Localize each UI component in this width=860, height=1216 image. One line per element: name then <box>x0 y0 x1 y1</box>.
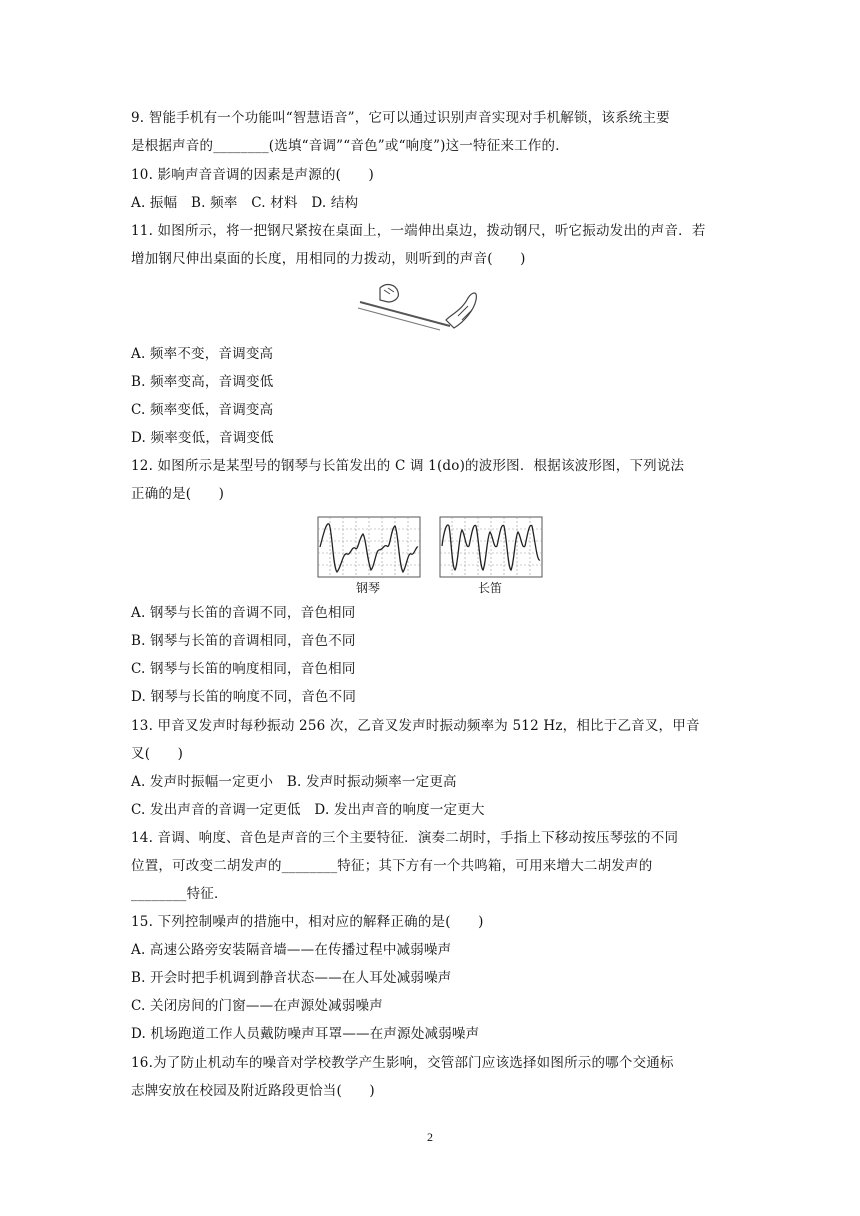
q13-options-cd: C. 发出声音的音调一定更低 D. 发出声音的响度一定更大 <box>131 802 485 818</box>
q15-option-d: D. 机场跑道工作人员戴防噪声耳罩——在声源处减弱噪声 <box>131 1026 480 1042</box>
q10-options: A. 振幅 B. 频率 C. 材料 D. 结构 <box>131 195 359 211</box>
q14-line-3: ________特征． <box>131 886 228 902</box>
ruler-on-desk-figure <box>350 280 490 336</box>
q12-option-b: B. 钢琴与长笛的音调相同，音色不同 <box>131 633 356 649</box>
q12-line-2: 正确的是( ) <box>131 486 225 502</box>
q12-option-a: A. 钢琴与长笛的音调不同，音色相同 <box>131 605 356 621</box>
piano-waveform <box>317 516 421 578</box>
q13-line-2: 叉( ) <box>131 746 184 762</box>
q13-line-1: 13. 甲音叉发声时每秒振动 256 次，乙音叉发声时振动频率为 512 Hz，相比于乙音叉，甲音 <box>131 718 700 734</box>
q16-line-1: 16.为了防止机动车的噪音对学校教学产生影响，交管部门应该选择如图所示的哪个交通标 <box>131 1055 674 1071</box>
q12-option-c: C. 钢琴与长笛的响度相同，音色相同 <box>131 661 356 677</box>
q13-options-ab: A. 发声时振幅一定更小 B. 发声时振动频率一定更高 <box>131 774 457 790</box>
q16-line-2: 志牌安放在校园及附近路段更恰当( ) <box>131 1083 375 1099</box>
flute-waveform-label: 长笛 <box>478 581 503 595</box>
q15-option-c: C. 关闭房间的门窗——在声源处减弱噪声 <box>131 998 383 1014</box>
q11-option-a: A. 频率不变，音调变高 <box>131 346 274 362</box>
q11-line-1: 11. 如图所示，将一把钢尺紧按在桌面上，一端伸出桌边，拨动钢尺，听它振动发出的声音．若 <box>131 223 706 239</box>
q14-line-2: 位置，可改变二胡发声的________特征；其下方有一个共鸣箱，可用来增大二胡发声的 <box>131 858 653 874</box>
q9-line-1: 9. 智能手机有一个功能叫“智慧语音”，它可以通过识别声音实现对手机解锁，该系统主要 <box>131 110 670 126</box>
q10-stem: 10. 影响声音音调的因素是声源的( ) <box>131 167 374 183</box>
q11-option-d: D. 频率变低，音调变低 <box>131 430 274 446</box>
q15-option-b: B. 开会时把手机调到静音状态——在人耳处减弱噪声 <box>131 970 452 986</box>
q11-line-2: 增加钢尺伸出桌面的长度，用相同的力拨动，则听到的声音( ) <box>131 251 526 267</box>
piano-waveform-label: 钢琴 <box>356 581 381 595</box>
q12-option-d: D. 钢琴与长笛的响度不同，音色不同 <box>131 689 357 705</box>
q9-line-2: 是根据声音的________(选填“音调”“音色”或“响度”)这一特征来工作的． <box>131 138 569 154</box>
page-number: 2 <box>427 1130 433 1144</box>
q15-stem: 15. 下列控制噪声的措施中，相对应的解释正确的是( ) <box>131 914 484 930</box>
q11-option-b: B. 频率变高，音调变低 <box>131 374 274 390</box>
flute-waveform <box>439 516 543 578</box>
q12-line-1: 12. 如图所示是某型号的钢琴与长笛发出的 C 调 1(do)的波形图．根据该波形图，下列说法 <box>131 458 685 474</box>
q14-line-1: 14. 音调、响度、音色是声音的三个主要特征．演奏二胡时，手指上下移动按压琴弦的不同 <box>131 830 679 846</box>
q15-option-a: A. 高速公路旁安装隔音墙——在传播过程中减弱噪声 <box>131 942 452 958</box>
q11-option-c: C. 频率变低，音调变高 <box>131 402 274 418</box>
